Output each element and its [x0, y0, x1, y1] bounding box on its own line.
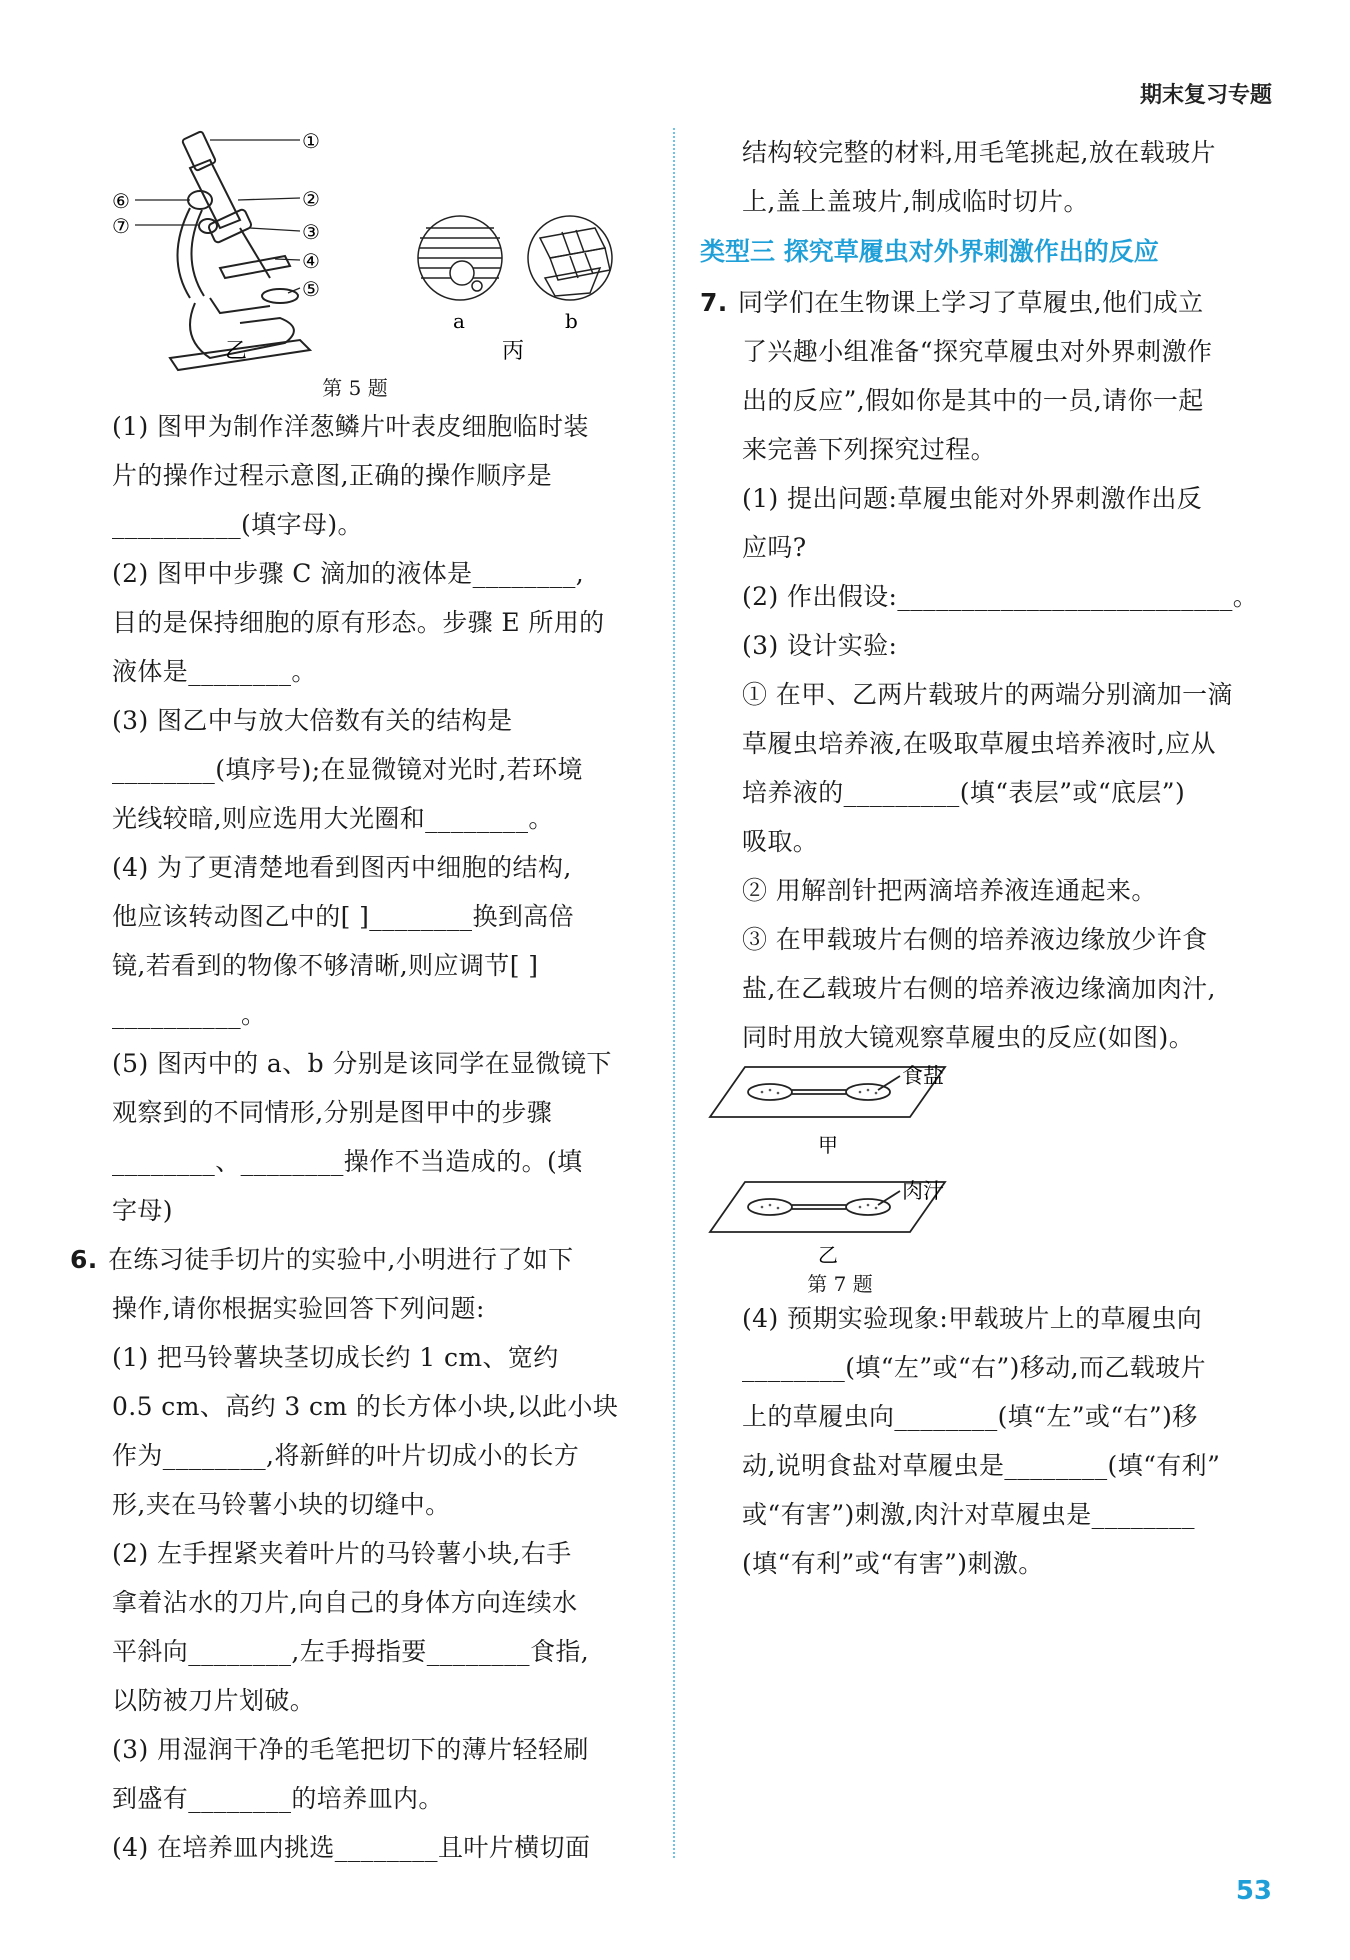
marker-4: ④	[302, 249, 320, 273]
label-yi: 乙	[818, 1243, 838, 1267]
text-line: 拿着沾水的刀片,向自己的身体方向连续水	[112, 1588, 578, 1617]
text-line: 了兴趣小组准备“探究草履虫对外界刺激作	[742, 337, 1213, 366]
figure-5	[70, 128, 645, 408]
text-line: 观察到的不同情形,分别是图甲中的步骤	[112, 1098, 553, 1127]
marker-2: ②	[302, 187, 320, 211]
column-divider	[673, 128, 675, 1858]
text-line: 动,说明食盐对草履虫是________(填“有利”	[742, 1451, 1221, 1480]
text-line: 液体是________。	[112, 657, 317, 686]
text-line: 字母)	[112, 1196, 173, 1225]
text-line: (1) 图甲为制作洋葱鳞片叶表皮细胞临时装	[112, 412, 589, 441]
text-line: 到盛有________的培养皿内。	[112, 1784, 444, 1813]
text-line: 上的草履虫向________(填“左”或“右”)移	[742, 1402, 1198, 1431]
question-6-number: 6.	[70, 1245, 98, 1274]
figure-7	[700, 1062, 1272, 1294]
text-line: __________(填字母)。	[112, 510, 363, 539]
label-salt: 食盐	[902, 1064, 944, 1088]
label-a: a	[453, 309, 465, 333]
label-yi: 乙	[225, 339, 248, 364]
text-line: (4) 在培养皿内挑选________且叶片横切面	[112, 1833, 591, 1862]
text-line: 作为________,将新鲜的叶片切成小的长方	[112, 1441, 580, 1470]
slides-figure	[700, 1062, 1272, 1294]
text-line: 或“有害”)刺激,肉汁对草履虫是________	[742, 1500, 1195, 1529]
figure-7-caption: 第 7 题	[807, 1272, 873, 1296]
text-line: (4) 预期实验现象:甲载玻片上的草履虫向	[742, 1304, 1203, 1333]
text-line: 片的操作过程示意图,正确的操作顺序是	[112, 461, 553, 490]
marker-7: ⑦	[112, 214, 130, 238]
marker-5: ⑤	[302, 277, 320, 301]
text-line: 他应该转动图乙中的[ ]________换到高倍	[112, 902, 575, 931]
text-line: (4) 为了更清楚地看到图丙中细胞的结构,	[112, 853, 572, 882]
label-jia: 甲	[818, 1133, 838, 1157]
text-line: 培养液的_________(填“表层”或“底层”)	[742, 778, 1186, 807]
marker-3: ③	[302, 220, 320, 244]
text-line: ③ 在甲载玻片右侧的培养液边缘放少许食	[742, 925, 1208, 954]
text-line: ① 在甲、乙两片载玻片的两端分别滴加一滴	[742, 680, 1233, 709]
text-line: 应吗?	[742, 533, 807, 562]
text-line: 在练习徒手切片的实验中,小明进行了如下	[108, 1245, 574, 1274]
text-line: (2) 左手捏紧夹着叶片的马铃薯小块,右手	[112, 1539, 572, 1568]
left-column	[70, 128, 645, 1872]
text-line: 0.5 cm、高约 3 cm 的长方体小块,以此小块	[112, 1392, 619, 1421]
text-line: (2) 作出假设:__________________________。	[742, 582, 1259, 611]
text-line: ________(填“左”或“右”)移动,而乙载玻片	[742, 1353, 1206, 1382]
figure-5-caption: 第 5 题	[322, 376, 388, 400]
text-line: 平斜向________,左手拇指要________食指,	[112, 1637, 590, 1666]
text-line: 草履虫培养液,在吸取草履虫培养液时,应从	[742, 729, 1216, 758]
label-b: b	[565, 309, 578, 333]
text-line: 上,盖上盖玻片,制成临时切片。	[742, 187, 1089, 216]
text-line: (1) 把马铃薯块茎切成长约 1 cm、宽约	[112, 1343, 559, 1372]
microscope-figure	[70, 128, 650, 378]
text-line: (填“有利”或“有害”)刺激。	[742, 1549, 1044, 1578]
text-line: (2) 图甲中步骤 C 滴加的液体是________,	[112, 559, 585, 588]
text-line: (5) 图丙中的 a、b 分别是该同学在显微镜下	[112, 1049, 612, 1078]
page-number: 53	[1235, 1876, 1272, 1906]
question-7	[700, 278, 1272, 1588]
header-title: 期末复习专题	[1139, 83, 1272, 108]
text-line: 吸取。	[742, 827, 819, 856]
marker-1: ①	[302, 129, 320, 153]
text-line: 结构较完整的材料,用毛笔挑起,放在载玻片	[742, 138, 1216, 167]
text-line: 光线较暗,则应选用大光圈和________。	[112, 804, 554, 833]
question-7-number: 7.	[700, 288, 728, 317]
text-line: 出的反应”,假如你是其中的一员,请你一起	[742, 386, 1204, 415]
text-line: (3) 用湿润干净的毛笔把切下的薄片轻轻刷	[112, 1735, 589, 1764]
label-bing: 丙	[502, 339, 525, 364]
question-5-parts	[70, 402, 645, 1235]
text-line: 同时用放大镜观察草履虫的反应(如图)。	[742, 1023, 1195, 1052]
text-line: 来完善下列探究过程。	[742, 435, 997, 464]
label-meat-juice: 肉汁	[902, 1179, 944, 1203]
marker-6: ⑥	[112, 189, 130, 213]
text-line: ② 用解剖针把两滴培养液连通起来。	[742, 876, 1157, 905]
text-line: ________、________操作不当造成的。(填	[112, 1147, 583, 1176]
text-line: 盐,在乙载玻片右侧的培养液边缘滴加肉汁,	[742, 974, 1216, 1003]
text-line: 目的是保持细胞的原有形态。步骤 E 所用的	[112, 608, 605, 637]
right-column	[700, 128, 1272, 1588]
text-line: __________。	[112, 1000, 267, 1029]
text-line: 镜,若看到的物像不够清晰,则应调节[ ]	[112, 951, 539, 980]
text-line: 形,夹在马铃薯小块的切缝中。	[112, 1490, 451, 1519]
text-line: (1) 提出问题:草履虫能对外界刺激作出反	[742, 484, 1203, 513]
text-line: ________(填序号);在显微镜对光时,若环境	[112, 755, 583, 784]
text-line: (3) 设计实验:	[742, 631, 898, 660]
text-line: (3) 图乙中与放大倍数有关的结构是	[112, 706, 513, 735]
section-heading: 类型三 探究草履虫对外界刺激作出的反应	[700, 237, 1159, 266]
text-line: 操作,请你根据实验回答下列问题:	[112, 1294, 485, 1323]
text-line: 以防被刀片划破。	[112, 1686, 316, 1715]
text-line: 同学们在生物课上学习了草履虫,他们成立	[738, 288, 1204, 317]
question-6	[70, 1235, 645, 1872]
